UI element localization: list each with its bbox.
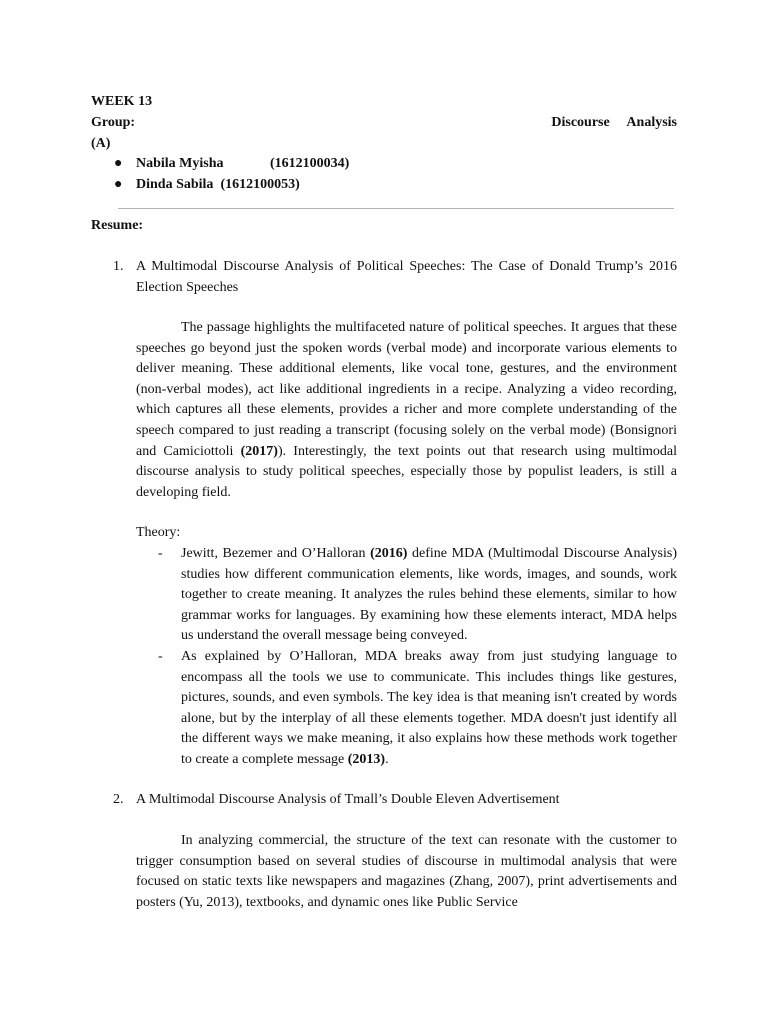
bullet-icon: ● [114,177,123,192]
citation-year: (2013) [347,751,386,767]
theory-text-part: . [385,751,389,767]
resume-heading: Resume: [91,218,144,233]
member-name: Dinda Sabila [136,177,214,192]
theory-text [181,647,677,771]
section-number: 1. [113,259,124,274]
member-name: Nabila Myisha [136,156,224,171]
dash-bullet: - [158,546,163,561]
paragraph-text: ). Interestingly, the text points out that research using multimodal discourse analysis to study political speeches, especially those by populist leaders, is still a developing field. [136,443,677,500]
bullet-icon: ● [114,156,123,171]
theory-item [158,647,677,771]
citation-year: (2016) [370,546,408,561]
group-label: Group: [91,115,136,130]
section-paragraph [136,318,677,503]
section-title: A Multimodal Discourse Analysis of Tmall’s Double Eleven Advertisement [136,792,560,807]
group-id: (A) [91,136,111,151]
section-number: 2. [113,792,124,807]
theory-item [158,544,677,647]
subject-title: Discourse Analysis [551,115,677,130]
section-paragraph: In analyzing commercial, the structure of the text can resonate with the customer to trigger consumption based on several studies of discourse in multimodal analysis that were focused on static texts like newspapers and magazines (Zhang, 2007), print advertisements and posters (Yu, 2013), textbooks, and dynamic ones like Public Service [136,833,677,910]
member-id: (1612100053) [220,177,300,192]
theory-text-part: define MDA (Multimodal Discourse Analysis) studies how different communication elements, like words, images, and sounds, work together to create meaning. It analyzes the rules behind these elements, similar to how grammar works for languages. By examining how these elements interact, MDA helps us understand the overall message being conveyed. [181,546,677,644]
week-heading: WEEK 13 [91,94,153,109]
divider [118,208,674,209]
member-item [114,154,349,175]
dash-bullet: - [158,649,163,664]
member-item [114,175,300,196]
theory-text [181,544,677,647]
paragraph-text: The passage highlights the multifaceted nature of political speeches. It argues that these speeches go beyond just the spoken words (verbal mode) and incorporate various elements to deliver meaning. These additional elements, like vocal tone, gestures, and the environment (non-verbal modes), act like additional ingredients in a recipe. Analyzing a video recording, which captures all these elements, provides a richer and more complete understanding of the speech compared to just reading a transcript (focusing solely on the verbal mode) (Bonsignori and Camiciottoli [136,320,677,459]
member-id: (1612100034) [270,156,350,171]
section-title: A Multimodal Discourse Analysis of Political Speeches: The Case of Donald Trump’s 2016 Election Speeches [136,259,677,295]
theory-text-part: As explained by O’Halloran, MDA breaks away from just studying language to encompass all the tools we use to communicate. This includes things like gestures, pictures, sounds, and even symbols. The key idea is that meaning isn't created by words alone, but by the interplay of all these elements together. MDA doesn't just identify all the different ways we make meaning, it also explains how these methods work together to create a complete message [181,649,677,767]
theory-text-part: Jewitt, Bezemer and O’Halloran [181,546,371,561]
citation-year: (2017) [240,443,278,459]
theory-label: Theory: [136,525,181,540]
